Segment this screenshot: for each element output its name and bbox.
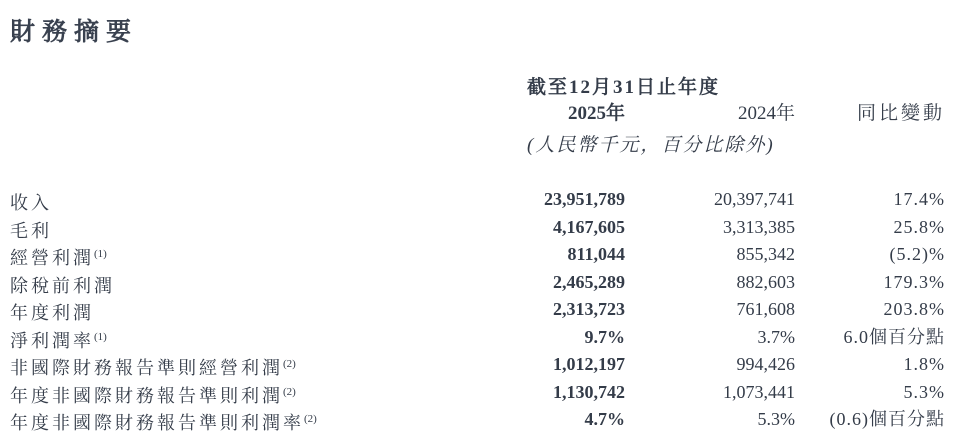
- table-row-non-ifrs-profit: [0, 379, 960, 407]
- currency-unit-note: (人民幣千元，百分比除外): [527, 135, 775, 156]
- value-change: 25.8%: [893, 216, 945, 237]
- column-header-2025: 2025年: [567, 103, 625, 124]
- value-2025: 811,044: [567, 244, 625, 264]
- value-2024: 5.3%: [757, 409, 795, 429]
- column-header-change: 同比變動: [856, 103, 945, 124]
- row-label: 收入: [10, 193, 52, 213]
- period-header: 截至12月31日止年度: [527, 77, 721, 98]
- table-row-net-profit-margin: [0, 324, 960, 352]
- value-change: 1.8%: [903, 354, 945, 374]
- value-2024: 20,397,741: [714, 189, 795, 209]
- row-label: 年度非國際財務報告準則利潤: [10, 385, 283, 406]
- footnote-ref: (1): [94, 248, 107, 260]
- value-2025: 4.7%: [584, 409, 625, 429]
- column-header-2024: 2024年: [737, 103, 795, 124]
- value-change: (0.6)個百分點: [829, 409, 945, 429]
- footnote-ref: (2): [283, 385, 296, 398]
- footnote-ref: (2): [304, 413, 317, 425]
- table-column-headers: [0, 101, 960, 127]
- value-2024: 3.7%: [757, 326, 795, 347]
- row-label: 經營利潤: [10, 248, 94, 268]
- value-2024: 994,426: [736, 354, 795, 374]
- value-2024: 882,603: [736, 271, 795, 292]
- table-row-revenue: [0, 186, 960, 214]
- page-title: 財務摘要: [10, 18, 139, 46]
- value-change: (5.2)%: [889, 244, 945, 264]
- value-2025: 2,465,289: [553, 271, 625, 292]
- value-2024: 761,608: [736, 299, 795, 319]
- financial-table: [0, 186, 960, 434]
- value-change: 179.3%: [883, 271, 945, 292]
- value-2024: 1,073,441: [723, 381, 795, 402]
- row-label: 淨利潤率: [10, 330, 94, 351]
- value-2025: 1,012,197: [553, 354, 625, 374]
- value-2025: 1,130,742: [553, 381, 625, 402]
- table-row-non-ifrs-operating-profit: [0, 351, 960, 379]
- footnote-ref: (1): [94, 330, 107, 343]
- value-change: 6.0個百分點: [843, 326, 945, 347]
- table-row-profit-before-tax: [0, 269, 960, 297]
- value-2024: 855,342: [736, 244, 795, 264]
- row-label: 年度利潤: [10, 303, 94, 323]
- value-change: 203.8%: [883, 299, 945, 319]
- value-change: 17.4%: [893, 189, 945, 209]
- row-label: 年度非國際財務報告準則利潤率: [10, 413, 304, 433]
- value-2025: 9.7%: [584, 326, 625, 347]
- value-2025: 2,313,723: [553, 299, 625, 319]
- row-label: 非國際財務報告準則經營利潤: [10, 358, 283, 378]
- table-row-gross-profit: [0, 214, 960, 242]
- footnote-ref: (2): [283, 358, 296, 370]
- value-2025: 4,167,605: [553, 216, 625, 237]
- value-change: 5.3%: [903, 381, 945, 402]
- row-label: 除稅前利潤: [10, 275, 115, 296]
- value-2025: 23,951,789: [544, 189, 625, 209]
- table-row-operating-profit: [0, 241, 960, 269]
- table-row-non-ifrs-profit-margin: [0, 406, 960, 434]
- table-row-profit-for-year: [0, 296, 960, 324]
- value-2024: 3,313,385: [723, 216, 795, 237]
- column-header-spacer: [10, 101, 480, 127]
- row-label: 毛利: [10, 220, 52, 241]
